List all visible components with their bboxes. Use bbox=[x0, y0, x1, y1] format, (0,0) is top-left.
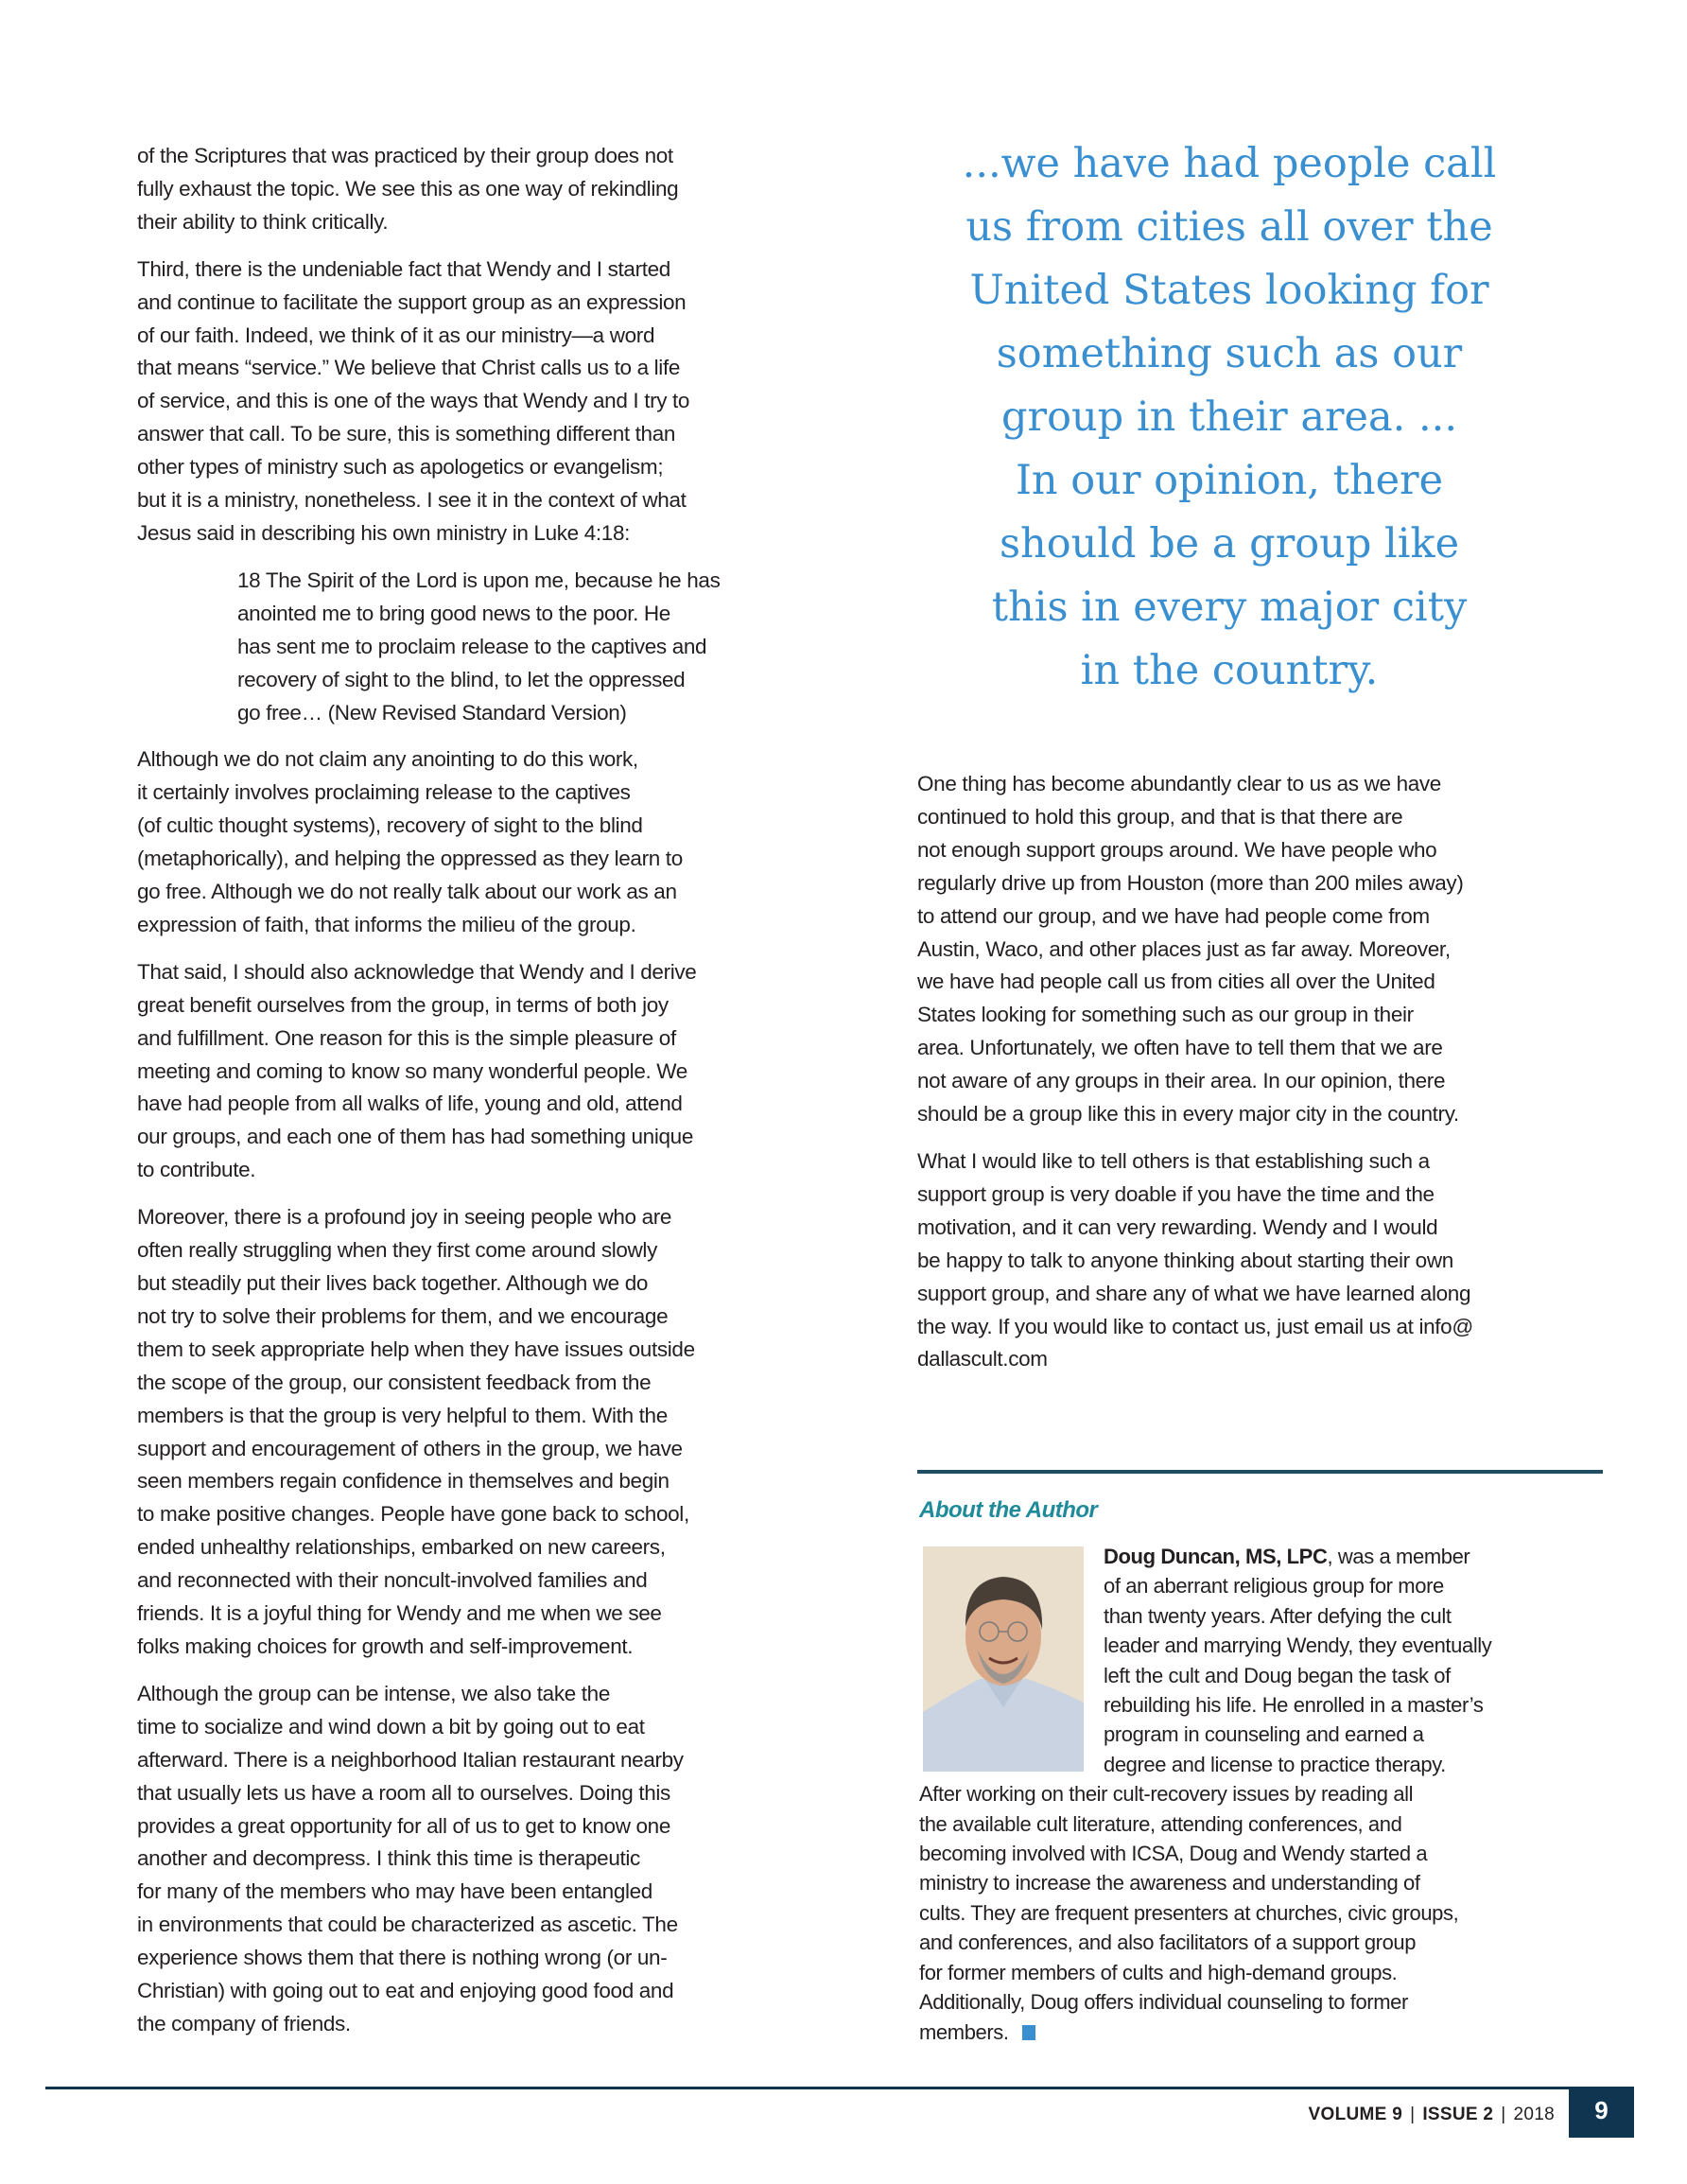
text-line: afterward. There is a neighborhood Italian restaurant nearby bbox=[137, 1747, 684, 1772]
pull-quote-line: In our opinion, there bbox=[1015, 457, 1444, 504]
text-line: cults. They are frequent presenters at churches, civic groups, bbox=[919, 1900, 1459, 1925]
text-line: Jesus said in describing his own ministry in Luke 4:18: bbox=[137, 520, 631, 545]
paragraph-benefit bbox=[137, 956, 780, 1187]
text-line: the available cult literature, attending conferences, and bbox=[919, 1811, 1402, 1836]
text-line: for former members of cults and high-demand groups. bbox=[919, 1960, 1398, 1984]
volume-label: VOLUME 9 bbox=[1308, 2105, 1403, 2124]
text-line: What I would like to tell others is that establishing such a bbox=[917, 1148, 1430, 1173]
author-section-divider bbox=[917, 1470, 1603, 1474]
text-line: not enough support groups around. We have people who bbox=[917, 837, 1437, 862]
text-line: that means “service.” We believe that Christ calls us to a life bbox=[137, 356, 681, 380]
text-line: but steadily put their lives back together. Although we do bbox=[137, 1271, 649, 1295]
pull-quote-line: in the country. bbox=[1080, 647, 1379, 694]
pull-quote-line: ...we have had people call bbox=[962, 140, 1497, 187]
text-line: (metaphorically), and helping the oppressed as they learn to bbox=[137, 847, 683, 871]
text-line: and fulfillment. One reason for this is the simple pleasure of bbox=[137, 1025, 676, 1050]
text-line: 18 The Spirit of the Lord is upon me, because he has bbox=[237, 568, 721, 592]
text-line: Additionally, Doug offers individual counseling to former bbox=[919, 1990, 1408, 2015]
text-line: of service, and this is one of the ways that Wendy and I try to bbox=[137, 389, 690, 413]
paragraph-ministry bbox=[137, 253, 780, 550]
text-line: ended unhealthy relationships, embarked on new careers, bbox=[137, 1535, 666, 1560]
text-line: often really struggling when they first come around slowly bbox=[137, 1238, 657, 1263]
text-line: Moreover, there is a profound joy in seeing people who are bbox=[137, 1205, 672, 1230]
text-line: to attend our group, and we have had people come from bbox=[917, 903, 1430, 928]
text-line: friends. It is a joyful thing for Wendy and me when we see bbox=[137, 1601, 662, 1626]
pull-quote-line: something such as our bbox=[996, 330, 1463, 377]
text-line: becoming involved with ICSA, Doug and Wendy started a bbox=[919, 1842, 1428, 1866]
text-line: fully exhaust the topic. We see this as one way of rekindling bbox=[137, 176, 679, 201]
text-line: go free. Although we do not really talk about our work as an bbox=[137, 880, 677, 904]
text-line: that usually lets us have a room all to ourselves. Doing this bbox=[137, 1780, 670, 1805]
pull-quote-line: us from cities all over the bbox=[965, 203, 1493, 251]
text-line: That said, I should also acknowledge that Wendy and I derive bbox=[137, 959, 697, 984]
text-line: regularly drive up from Houston (more than 200 miles away) bbox=[917, 870, 1464, 895]
text-line: to contribute. bbox=[137, 1158, 256, 1182]
bio-last-line bbox=[919, 2018, 1600, 2047]
text-line: their ability to think critically. bbox=[137, 209, 389, 234]
text-line: of our faith. Indeed, we think of it as our ministry—a word bbox=[137, 323, 655, 347]
text-line: States looking for something such as our group in their bbox=[917, 1003, 1414, 1027]
text-line: other types of ministry such as apologetics or evangelism; bbox=[137, 455, 664, 480]
text-line: rebuilding his life. He enrolled in a master’s bbox=[1104, 1693, 1484, 1718]
text-line: support group, and share any of what we have learned along bbox=[917, 1281, 1471, 1305]
text-line: Although we do not claim any anointing to do this work, bbox=[137, 747, 638, 772]
paragraph-joy bbox=[137, 1201, 780, 1664]
pull-quote-line: this in every major city bbox=[991, 584, 1468, 631]
end-of-article-square-icon bbox=[1022, 2025, 1035, 2040]
text-line: the scope of the group, our consistent feedback from the bbox=[137, 1370, 652, 1394]
text-line: expression of faith, that informs the milieu of the group. bbox=[137, 912, 636, 936]
text-line: another and decompress. I think this time is therapeutic bbox=[137, 1846, 640, 1871]
text-line: provides a great opportunity for all of us to get to know one bbox=[137, 1813, 671, 1838]
text-line: in environments that could be characterized as ascetic. The bbox=[137, 1913, 678, 1937]
separator: | bbox=[1501, 2105, 1506, 2124]
text-line: them to seek appropriate help when they have issues outside bbox=[137, 1337, 695, 1361]
text-line: time to socialize and wind down a bit by going out to eat bbox=[137, 1714, 645, 1738]
text-line: leader and marrying Wendy, they eventually bbox=[1104, 1634, 1492, 1658]
text-line: of the Scriptures that was practiced by their group does not bbox=[137, 144, 673, 167]
text-line: support group is very doable if you have the time and the bbox=[917, 1181, 1435, 1206]
text-line: One thing has become abundantly clear to us as we have bbox=[917, 772, 1441, 795]
text-line: great benefit ourselves from the group, in terms of both joy bbox=[137, 992, 669, 1017]
text-line: not aware of any groups in their area. In our opinion, there bbox=[917, 1069, 1446, 1093]
pull-quote-line: should be a group like bbox=[999, 520, 1460, 568]
text-line: continued to hold this group, and that is that there are bbox=[917, 804, 1403, 829]
text-line: should be a group like this in every major city in the country. bbox=[917, 1102, 1459, 1127]
email-link-part[interactable]: the way. If you would like to contact us, just email us at info@ bbox=[917, 1314, 1473, 1338]
pull-quote-line: United States looking for bbox=[969, 267, 1489, 314]
text-line: folks making choices for growth and self-improvement. bbox=[137, 1634, 634, 1658]
text-line: and reconnected with their noncult-involved families and bbox=[137, 1568, 648, 1593]
text-line: go free… (New Revised Standard Version) bbox=[237, 700, 627, 725]
text-line: but it is a ministry, nonetheless. I see it in the context of what bbox=[137, 488, 687, 513]
text-line: program in counseling and earned a bbox=[1104, 1722, 1424, 1747]
text-line: not try to solve their problems for them, and we encourage bbox=[137, 1303, 669, 1328]
text-line: (of cultic thought systems), recovery of sight to the blind bbox=[137, 813, 643, 838]
email-link-part[interactable]: dallascult.com bbox=[917, 1347, 1048, 1372]
text-line: for many of the members who may have been entangled bbox=[137, 1879, 652, 1904]
text-line: motivation, and it can very rewarding. Wendy and I would bbox=[917, 1214, 1438, 1239]
text-line: it certainly involves proclaiming release to the captives bbox=[137, 780, 631, 805]
text-line: Austin, Waco, and other places just as far away. Moreover, bbox=[917, 936, 1451, 961]
year-label: 2018 bbox=[1513, 2105, 1555, 2124]
text-line: , was a member bbox=[1327, 1545, 1470, 1568]
text-line: seen members regain confidence in themselves and begin bbox=[137, 1469, 670, 1494]
issue-info bbox=[1309, 2105, 1555, 2125]
page-number: 9 bbox=[1569, 2087, 1634, 2138]
text-line: than twenty years. After defying the cult bbox=[1104, 1603, 1452, 1628]
text-line: After working on their cult-recovery issues by reading all bbox=[919, 1782, 1414, 1807]
text-line: members. bbox=[919, 2019, 1009, 2044]
text-line: be happy to talk to anyone thinking about starting their own bbox=[917, 1248, 1453, 1272]
author-name: Doug Duncan, MS, LPC bbox=[1104, 1545, 1328, 1568]
text-line: area. Unfortunately, we often have to tell them that we are bbox=[917, 1036, 1443, 1060]
pull-quote bbox=[898, 132, 1560, 703]
text-line: experience shows them that there is nothing wrong (or un- bbox=[137, 1946, 668, 1970]
left-column bbox=[137, 140, 780, 2055]
text-line: recovery of sight to the blind, to let the oppressed bbox=[237, 667, 686, 691]
paragraph-anointing bbox=[137, 743, 780, 941]
text-line: Christian) with going out to eat and enjoying good food and bbox=[137, 1979, 674, 2003]
text-line: left the cult and Doug began the task of bbox=[1104, 1663, 1451, 1687]
text-line: anointed me to bring good news to the poor. He bbox=[237, 601, 670, 625]
paragraph-not-enough-groups bbox=[917, 768, 1579, 1131]
issue-label: ISSUE 2 bbox=[1422, 2105, 1494, 2124]
text-line: the company of friends. bbox=[137, 2011, 351, 2035]
text-line: and conferences, and also facilitators of a support group bbox=[919, 1931, 1417, 1955]
right-column bbox=[917, 768, 1579, 1390]
text-line: Although the group can be intense, we also take the bbox=[137, 1681, 611, 1705]
text-line: to make positive changes. People have gone back to school, bbox=[137, 1502, 689, 1527]
pull-quote-line: group in their area. ... bbox=[1001, 393, 1457, 441]
text-line: and continue to facilitate the support group as an expression bbox=[137, 289, 687, 314]
bio-first-line bbox=[919, 1542, 1600, 1571]
paragraph-contact bbox=[917, 1145, 1579, 1376]
paragraph-scriptures bbox=[137, 140, 780, 239]
text-line: degree and license to practice therapy. bbox=[1104, 1752, 1446, 1776]
scripture-blockquote bbox=[237, 565, 780, 730]
text-line: ministry to increase the awareness and understanding of bbox=[919, 1871, 1420, 1896]
text-line: we have had people call us from cities all over the United bbox=[917, 970, 1435, 994]
text-line: support and encouragement of others in the group, we have bbox=[137, 1436, 683, 1460]
paragraph-socialize bbox=[137, 1678, 780, 2041]
footer-rule bbox=[45, 2087, 1634, 2089]
text-line: our groups, and each one of them has had something unique bbox=[137, 1125, 693, 1149]
text-line: have had people from all walks of life, young and old, attend bbox=[137, 1092, 683, 1116]
text-line: meeting and coming to know so many wonderful people. We bbox=[137, 1058, 687, 1083]
text-line: answer that call. To be sure, this is something different than bbox=[137, 422, 676, 446]
text-line: members is that the group is very helpful to them. With the bbox=[137, 1403, 668, 1427]
text-line: Third, there is the undeniable fact that Wendy and I started bbox=[137, 256, 670, 281]
about-author-heading: About the Author bbox=[919, 1497, 1098, 1523]
author-bio bbox=[919, 1542, 1600, 2047]
text-line: of an aberrant religious group for more bbox=[1104, 1574, 1444, 1599]
text-line: has sent me to proclaim release to the captives and bbox=[237, 634, 707, 658]
separator: | bbox=[1410, 2105, 1416, 2124]
